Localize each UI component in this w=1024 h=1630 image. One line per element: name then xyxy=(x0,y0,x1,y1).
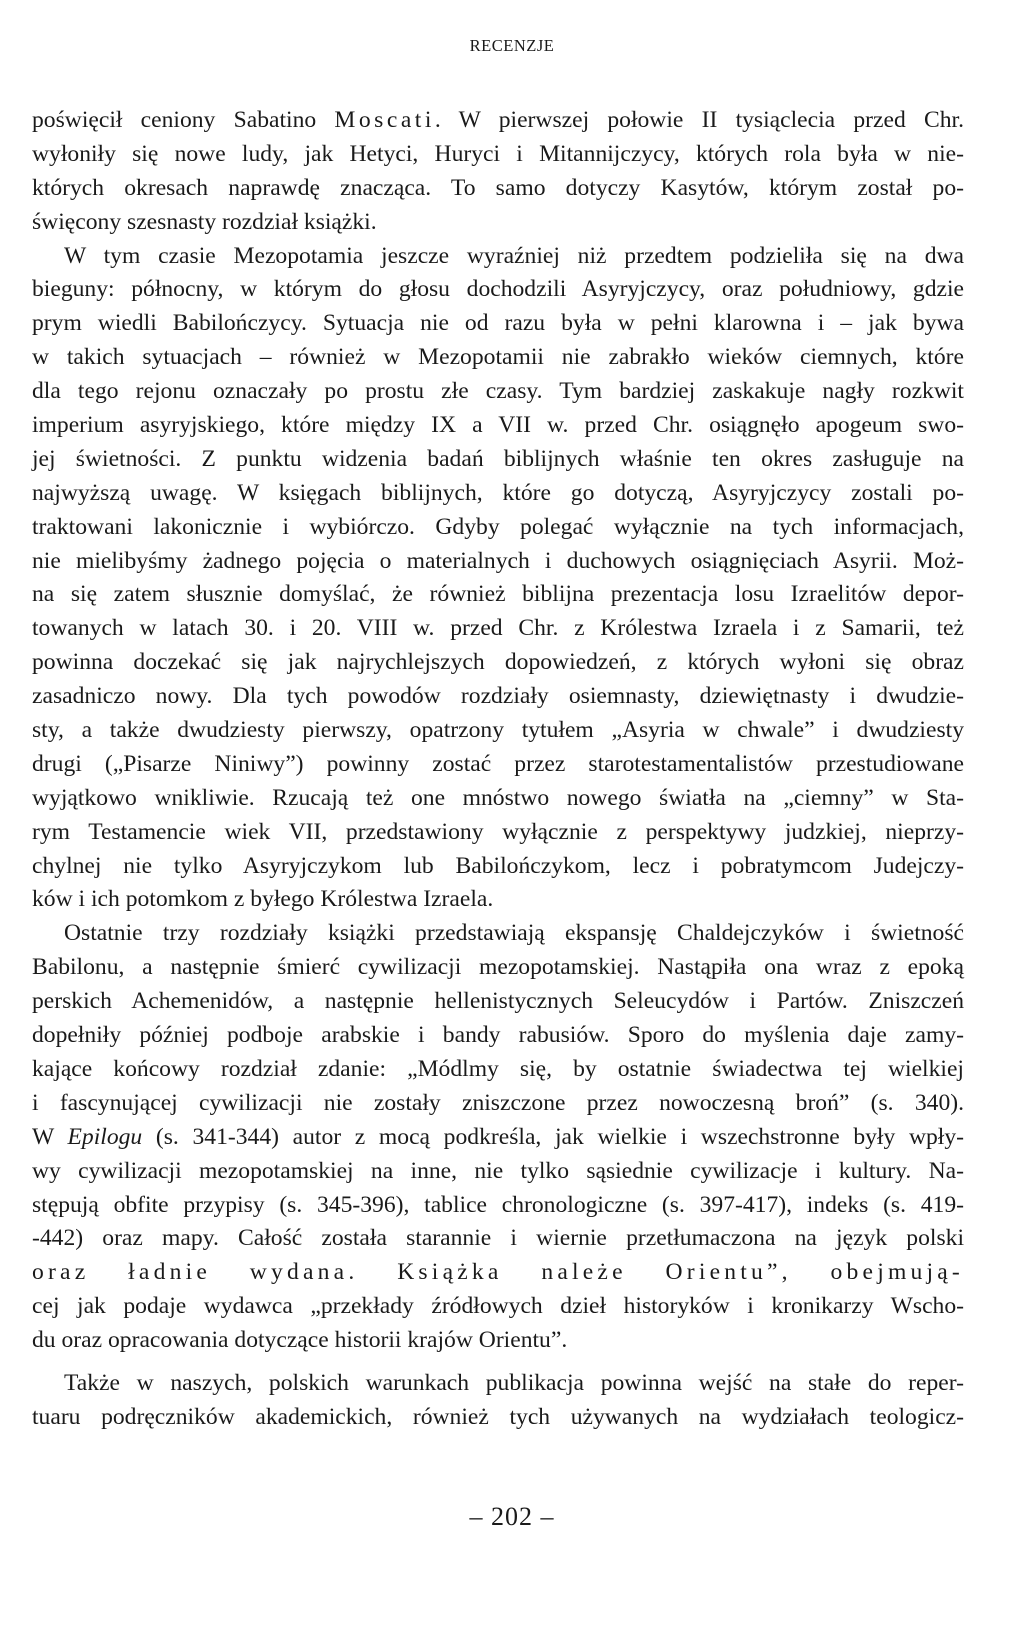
text-line xyxy=(32,511,964,545)
text-line xyxy=(32,816,964,850)
text-segment: wyjątkowo wnikliwie. Rzucają też one mnóstwo nowego światła na „ciemny” w Sta- xyxy=(32,784,964,811)
text-line xyxy=(32,1155,964,1189)
text-line xyxy=(32,578,964,612)
text-line xyxy=(32,1290,964,1324)
text-line xyxy=(32,545,964,579)
text-segment: rym Testamencie wiek VII, przedstawiony wyłącznie z perspektywy judzkiej, nieprzy- xyxy=(32,818,964,845)
text-segment: i fascynującej cywilizacji nie zostały zniszczone przez nowoczesną broń” (s. 340). xyxy=(32,1089,964,1116)
text-segment: -442) oraz mapy. Całość została starannie i wiernie przetłumaczona na język polski xyxy=(32,1225,964,1252)
text-segment: imperium asyryjskiego, które między IX a VII w. przed Chr. osiągnęło apogeum swo- xyxy=(32,412,964,439)
text-segment: których okresach naprawdę znacząca. To samo dotyczy Kasytów, którym został po- xyxy=(32,174,964,201)
text-line xyxy=(32,951,964,985)
text-line xyxy=(32,714,964,748)
text-line xyxy=(32,612,964,646)
text-segment: święcony szesnasty rozdział książki. xyxy=(32,208,377,235)
text-segment: perskich Achemenidów, a następnie hellenistycznych Seleucydów i Partów. Zniszczeń xyxy=(32,988,964,1015)
page-number: – 202 – xyxy=(469,1502,555,1531)
text-segment: Babilonu, a następnie śmierć cywilizacji mezopotamskiej. Nastąpiła ona wraz z epoką xyxy=(32,954,964,981)
text-segment: bieguny: północny, w którym do głosu dochodzili Asyryjczycy, oraz południowy, gdzie xyxy=(32,276,964,303)
text-line xyxy=(32,477,964,511)
text-line xyxy=(32,409,964,443)
text-segment: wyłoniły się nowe ludy, jak Hetyci, Huryci i Mitannijczycy, których rola była w nie- xyxy=(32,140,964,167)
text-line xyxy=(32,1324,964,1358)
text-line xyxy=(32,1256,964,1290)
text-segment: na się zatem słusznie domyślać, że również biblijna prezentacja losu Izraelitów depor- xyxy=(32,581,964,608)
text-line xyxy=(32,680,964,714)
text-segment: traktowani lakonicznie i wybiórczo. Gdyby polegać wyłącznie na tych informacjach, xyxy=(32,513,964,540)
body-text xyxy=(32,104,964,1435)
text-segment: du oraz opracowania dotyczące historii krajów Orientu”. xyxy=(32,1327,568,1354)
text-line xyxy=(32,850,964,884)
text-line xyxy=(32,1053,964,1087)
text-line xyxy=(32,375,964,409)
text-segment: Ostatnie trzy rozdziały książki przedstawiają ekspansję Chaldejczyków i świetność xyxy=(64,920,964,947)
text-line xyxy=(32,104,964,138)
text-segment: ków i ich potomkom z byłego Królestwa Izraela. xyxy=(32,886,494,913)
text-segment: drugi („Pisarze Niniwy”) powinny zostać przez starotestamentalistów przestudiowane xyxy=(32,750,964,777)
text-segment: w takich sytuacjach – również w Mezopotamii nie zabrakło wieków ciemnych, które xyxy=(32,344,964,371)
text-segment: poświęcił ceniony Sabatino xyxy=(32,107,335,133)
text-line xyxy=(32,172,964,206)
text-segment: dopełniły później podboje arabskie i bandy rabusiów. Sporo do myślenia daje zamy- xyxy=(32,1022,964,1049)
text-line xyxy=(32,883,964,917)
text-line xyxy=(32,206,964,240)
text-segment: chylnej nie tylko Asyryjczykom lub Babilończykom, lecz i pobratymcom Judejczy- xyxy=(32,852,964,879)
text-segment: W xyxy=(32,1123,68,1150)
text-segment: jej świetności. Z punktu widzenia badań biblijnych właśnie ten okres zasługuje na xyxy=(32,445,964,472)
text-segment: zasadniczo nowy. Dla tych powodów rozdziały osiemnasty, dziewiętnasty i dwudzie- xyxy=(32,683,964,710)
text-segment: stępują obfite przypisy (s. 345-396), tablice chronologiczne (s. 397-417), indeks (s. 419- xyxy=(32,1191,964,1218)
text-line xyxy=(32,138,964,172)
text-line xyxy=(32,1087,964,1121)
text-segment: oraz ładnie wydana. Książka należe Orientu”, obejmują- xyxy=(32,1259,964,1286)
text-segment: prym wiedli Babilończycy. Sytuacja nie od razu była w pełni klarowna i – jak bywa xyxy=(32,310,964,337)
text-line xyxy=(32,1121,964,1155)
text-segment: najwyższą uwagę. W księgach biblijnych, które go dotyczą, Asyryjczycy zostali po- xyxy=(32,479,964,506)
text-line xyxy=(32,443,964,477)
text-line xyxy=(32,240,964,274)
text-segment: nie mielibyśmy żadnego pojęcia o materialnych i duchowych osiągnięciach Asyrii. Moż- xyxy=(32,547,964,574)
text-segment: (s. 341-344) autor z mocą podkreśla, jak wielkie i wszechstronne były wpły- xyxy=(142,1123,964,1150)
text-line xyxy=(32,341,964,375)
text-segment: kające końcowy rozdział zdanie: „Módlmy się, by ostatnie świadectwa tej wielkiej xyxy=(32,1055,964,1082)
text-segment: tuaru podręczników akademickich, również tych używanych na wydziałach teologicz- xyxy=(32,1403,964,1430)
text-line xyxy=(32,1401,964,1435)
text-line xyxy=(32,1189,964,1223)
text-segment: sty, a także dwudziesty pierwszy, opatrzony tytułem „Asyria w chwale” i dwudziesty xyxy=(32,717,964,744)
text-segment: towanych w latach 30. i 20. VIII w. przed Chr. z Królestwa Izraela i z Samarii, też xyxy=(32,615,964,642)
text-segment: cej jak podaje wydawca „przekłady źródłowych dzieł historyków i kronikarzy Wscho- xyxy=(32,1293,964,1320)
text-segment: . W pierwszej połowie II tysiąclecia przed Chr. xyxy=(434,107,964,133)
text-segment: Także w naszych, polskich warunkach publikacja powinna wejść na stałe do reper- xyxy=(64,1369,964,1396)
text-segment: dla tego rejonu oznaczały po prostu złe czasy. Tym bardziej zaskakuje nagły rozkwit xyxy=(32,378,964,405)
text-segment: powinna doczekać się jak najrychlejszych dopowiedzeń, z których wyłoni się obraz xyxy=(32,649,964,676)
text-segment: W tym czasie Mezopotamia jeszcze wyraźniej niż przedtem podzieliła się na dwa xyxy=(64,242,964,269)
text-line xyxy=(32,985,964,1019)
text-line xyxy=(32,273,964,307)
spaced-name: Moscati xyxy=(334,107,435,133)
text-line xyxy=(32,782,964,816)
running-head: RECENZJE xyxy=(469,36,555,55)
text-segment: wy cywilizacji mezopotamskiej na inne, nie tylko sąsiednie cywilizacje i kultury. Na- xyxy=(32,1157,964,1184)
italic-title: Epilogu xyxy=(67,1123,143,1150)
text-line xyxy=(32,1222,964,1256)
text-line xyxy=(32,307,964,341)
text-line xyxy=(32,1367,964,1401)
text-line xyxy=(32,646,964,680)
text-line xyxy=(32,917,964,951)
text-line xyxy=(32,1019,964,1053)
text-line xyxy=(32,748,964,782)
